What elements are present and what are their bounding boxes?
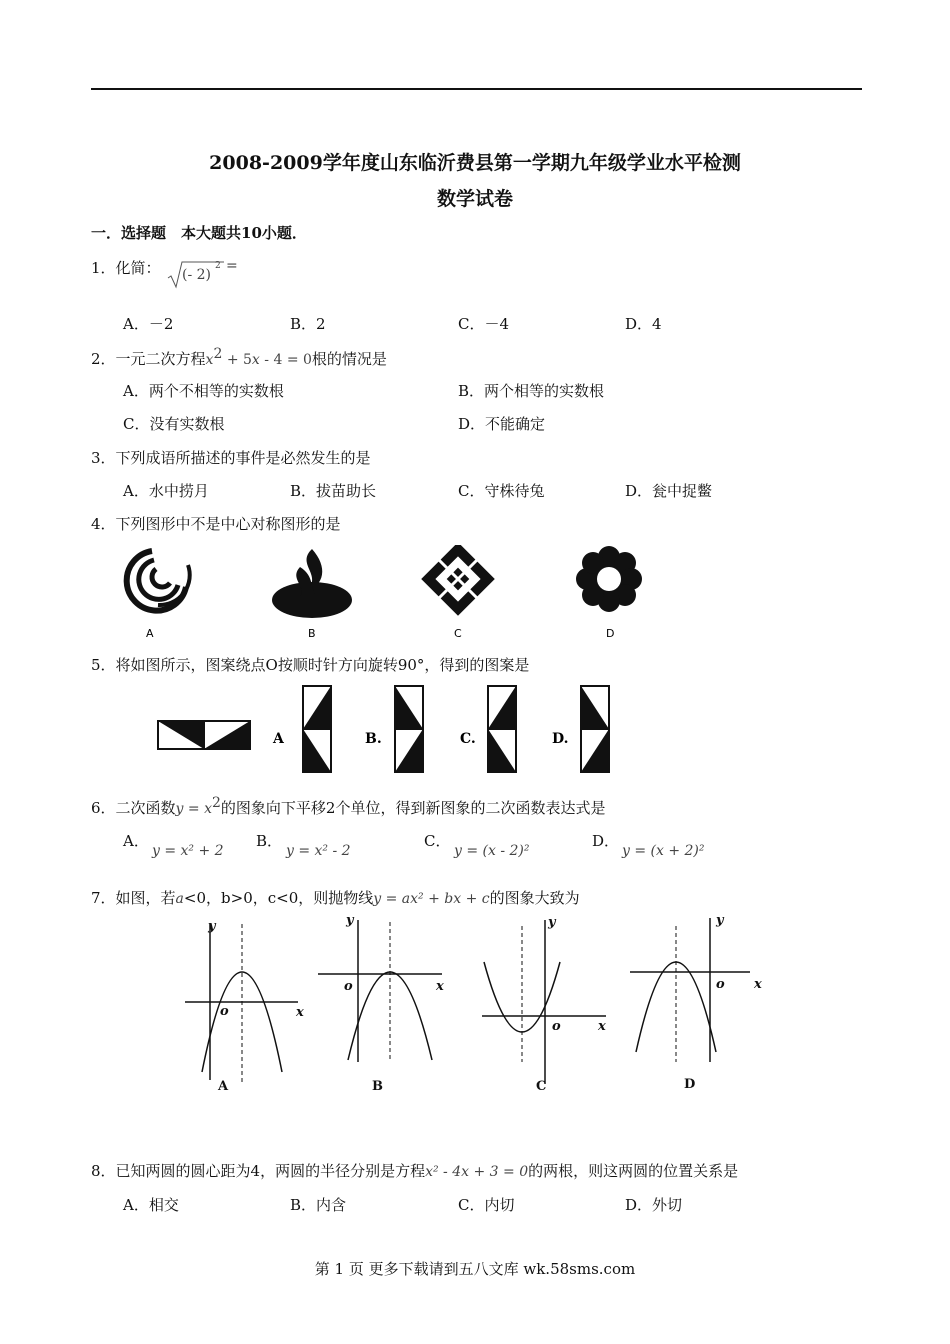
q5-option-c-pattern — [488, 686, 516, 772]
page-footer: 第 1 页 更多下载请到五八文库 wk.58sms.com — [314, 1260, 636, 1278]
q6-option-b-letter: B． — [256, 832, 283, 850]
q8-option-d: D．外切 — [625, 1196, 683, 1214]
q7-a-origin: o — [220, 1004, 229, 1019]
q7-a-var: a — [175, 891, 184, 907]
q3-option-c: C．守株待兔 — [458, 482, 545, 500]
q8-stem-post: 的两根，则这两圆的位置关系是 — [528, 1162, 739, 1180]
q7-graphs — [180, 912, 780, 1097]
q6-stem-post: 的图象向下平移2个单位，得到新图象的二次函数表达式是 — [220, 799, 606, 817]
q5-option-b-pattern — [395, 686, 423, 772]
q4-figure-d-flower-icon — [576, 546, 642, 612]
q4-figure-a-swirl-icon — [127, 551, 190, 611]
q7-d-origin: o — [716, 977, 725, 992]
q6-option-a-expr: y = x² + 2 — [152, 843, 224, 859]
q6-option-b-expr: y = x² - 2 — [286, 843, 351, 859]
page-subtitle: 数学试卷 — [436, 188, 513, 210]
q1-radicand: (- 2) — [182, 267, 212, 283]
q2-stem-pre: 2．一元二次方程 — [91, 350, 206, 368]
q5-label-a: A — [273, 731, 284, 747]
q4-label-d: D — [606, 627, 615, 640]
q8-equation: x² - 4x + 3 = 0 — [425, 1164, 529, 1180]
q5-stem: 5．将如图所示，图案绕点O按顺时针方向旋转90°，得到的图案是 — [91, 656, 530, 674]
q7-stem-post: 的图象大致为 — [489, 889, 580, 907]
q7-c-x-label: x — [598, 1019, 606, 1034]
q4-figure-c-knot-icon — [421, 545, 495, 616]
q7-b-origin: o — [344, 979, 353, 994]
page-title: 2008-2009学年度山东临沂费县第一学期九年级学业水平检测 — [209, 152, 741, 174]
q8-stem — [91, 1160, 738, 1181]
q7-stem-pre: 7．如图，若 — [91, 889, 176, 907]
q3-option-b: B．拔苗助长 — [290, 482, 377, 500]
q7-stem-mid: <0，b>0，c<0，则抛物线 — [183, 889, 374, 907]
q8-option-b: B．内含 — [290, 1196, 347, 1214]
q7-graph-d — [630, 913, 762, 1092]
q7-graph-b — [318, 913, 444, 1094]
q2-stem-post: 根的情况是 — [311, 350, 387, 368]
q2-eq-exp: 2 — [213, 346, 223, 362]
q7-d-y-label: y — [716, 913, 724, 928]
q7-label-d: D — [684, 1077, 696, 1092]
q1-option-d: D．4 — [625, 315, 662, 333]
q4-label-c: C — [454, 627, 462, 640]
q7-graph-c — [482, 915, 606, 1094]
q5-label-b: B. — [365, 731, 382, 747]
q7-c-y-label: y — [548, 915, 556, 930]
q2-option-c: C．没有实数根 — [123, 415, 225, 433]
q4-figure-b-flame-icon — [272, 549, 352, 618]
q2-option-a: A．两个不相等的实数根 — [123, 382, 284, 400]
q2-option-b: B．两个相等的实数根 — [458, 382, 605, 400]
q5-figures — [155, 683, 615, 777]
q6-stem — [91, 795, 605, 818]
q6-func: y = x — [175, 801, 212, 817]
q4-label-b: B — [308, 627, 316, 640]
q7-graph-a — [185, 919, 304, 1094]
q1-equals: = — [226, 258, 238, 274]
q1-stem: 1．化简： — [91, 259, 161, 277]
q7-label-c: C — [536, 1079, 547, 1094]
q1-option-a: A．－2 — [123, 315, 174, 333]
q1-option-c: C．－4 — [458, 315, 510, 333]
q4-stem: 4．下列图形中不是中心对称图形的是 — [91, 515, 341, 533]
q7-stem — [91, 887, 580, 908]
q5-option-d-pattern — [581, 686, 609, 772]
q6-func-exp: 2 — [211, 795, 221, 811]
q7-label-b: B — [372, 1079, 383, 1094]
q6-option-d-letter: D． — [592, 832, 620, 850]
q2-eq-x: x — [205, 352, 214, 368]
q6-option-c-expr: y = (x - 2)² — [454, 843, 530, 859]
q3-stem: 3．下列成语所描述的事件是必然发生的是 — [91, 449, 371, 467]
q7-b-x-label: x — [436, 979, 444, 994]
q6-stem-pre: 6．二次函数 — [91, 799, 176, 817]
q2-stem — [91, 346, 387, 369]
q5-original-pattern — [158, 721, 250, 749]
q8-stem-pre: 8．已知两圆的圆心距为4，两圆的半径分别是方程 — [91, 1162, 426, 1180]
q6-option-c-letter: C． — [424, 832, 451, 850]
q7-label-a: A — [218, 1079, 229, 1094]
q1-option-b: B．2 — [290, 315, 326, 333]
q4-label-a: A — [146, 627, 154, 640]
q8-option-a: A．相交 — [123, 1196, 179, 1214]
q1-exponent: 2 — [215, 261, 221, 271]
q6-option-a-letter: A． — [123, 832, 149, 850]
q2-eq-mid: + 5 — [222, 352, 252, 368]
q2-option-d: D．不能确定 — [458, 415, 546, 433]
q7-b-y-label: y — [346, 913, 354, 928]
q5-option-a-pattern — [303, 686, 331, 772]
q7-a-x-label: x — [296, 1005, 304, 1020]
q2-eq-x2: x — [251, 352, 260, 368]
q7-d-x-label: x — [754, 977, 762, 992]
section-heading: 一．选择题 本大题共10小题． — [91, 224, 307, 242]
q6-option-d-expr: y = (x + 2)² — [622, 843, 705, 859]
q7-a-y-label: y — [208, 919, 216, 934]
q5-label-d: D. — [552, 731, 569, 747]
q5-label-c: C. — [460, 731, 476, 747]
header-rule — [91, 88, 862, 90]
q3-option-a: A．水中捞月 — [123, 482, 209, 500]
q7-func: y = ax² + bx + c — [373, 891, 490, 907]
q4-figures — [120, 545, 660, 645]
q8-option-c: C．内切 — [458, 1196, 515, 1214]
q7-c-origin: o — [552, 1019, 561, 1034]
q2-eq-end: - 4 = 0 — [259, 352, 312, 368]
q3-option-d: D．瓮中捉鳖 — [625, 482, 713, 500]
